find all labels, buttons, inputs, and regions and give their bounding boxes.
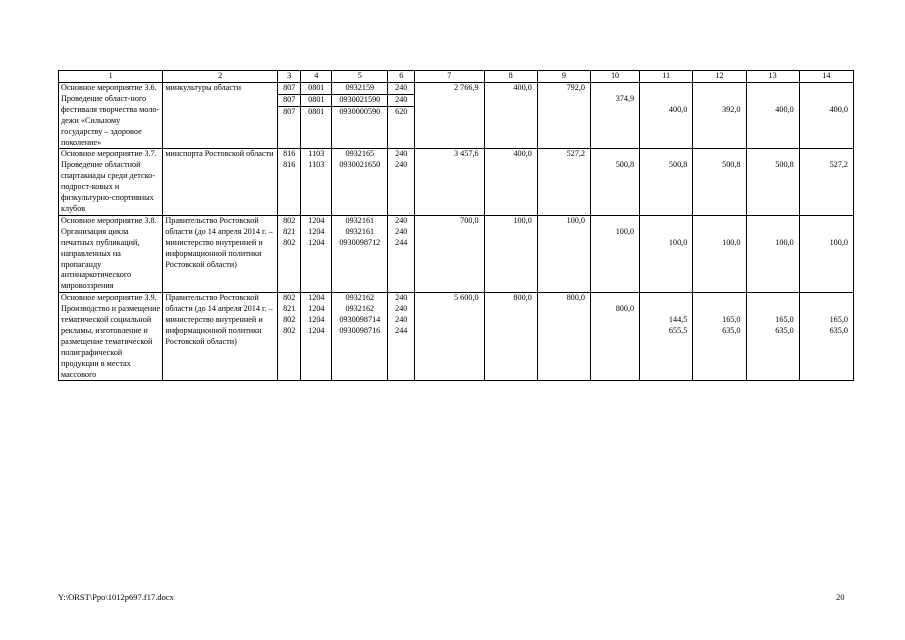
budget-code-column — [332, 83, 388, 149]
amount-value: 527,2 — [829, 160, 848, 170]
amount-y2014 — [484, 83, 537, 149]
budget-code-column — [301, 293, 332, 381]
budget-code-column — [277, 149, 301, 215]
amount-y2016 — [591, 83, 640, 149]
budget-code-column — [277, 215, 301, 292]
budget-code: 240 — [395, 215, 408, 225]
budget-code: 0930021650 — [339, 160, 381, 170]
amount-value: 374,9 — [615, 93, 635, 103]
budget-code: 807 — [283, 83, 296, 92]
amount-value: 635,0 — [722, 325, 741, 335]
budget-code: 1103 — [308, 149, 325, 159]
spacer — [591, 293, 634, 304]
budget-code-column — [277, 293, 301, 381]
budget-code-column — [332, 215, 388, 292]
executor: Правительство Ростовской области (до 14 апреля 2014 г. – министерство внутренней и информационной политики Ростовской области) — [163, 293, 278, 381]
budget-code: 1204 — [308, 226, 325, 236]
budget-code: 240 — [395, 83, 408, 92]
amount-value: 165,0 — [722, 315, 741, 324]
column-header: 10 — [591, 71, 640, 83]
amount-y2017 — [640, 83, 693, 149]
amount-value: 500,8 — [775, 160, 794, 170]
column-header: 12 — [693, 71, 746, 83]
amount-y2018 — [693, 83, 746, 149]
spacer — [693, 94, 740, 105]
budget-code: 1103 — [308, 160, 325, 170]
activity-name: Основное мероприятие 3.8. Организация цикла печатных публикаций, направленных на пропаганду антинаркотического мировоззрения — [59, 215, 163, 292]
spacer — [800, 149, 848, 160]
amount-value: 400,0 — [775, 104, 794, 114]
column-header: 7 — [415, 71, 485, 83]
spacer — [693, 227, 740, 238]
amount-value: 165,0 — [775, 315, 794, 324]
amount-total — [415, 149, 485, 215]
activity-name: Основное мероприятие 3.7. Проведение областной спартакиады среди детско-подрост-ковых и физкультурно-спортивных клубов — [59, 149, 163, 215]
amount-value: 144,5 — [668, 315, 688, 324]
budget-code: 802 — [283, 315, 296, 324]
activity-name: Основное мероприятие 3.6. Проведение област-ного фестиваля творчества моло-дежи «Сильному государству – здоровое поколение» — [59, 83, 163, 149]
spacer — [747, 304, 794, 315]
spacer — [591, 216, 634, 227]
budget-code-column — [332, 293, 388, 381]
column-header: 2 — [163, 71, 278, 83]
column-header: 6 — [388, 71, 415, 83]
budget-code: 0930098714 — [339, 315, 381, 324]
amount-value: 100,0 — [775, 237, 794, 247]
budget-code: 821 — [283, 304, 296, 314]
column-header: 1 — [59, 71, 163, 83]
budget-code-column — [301, 83, 332, 149]
amount-total — [415, 215, 485, 292]
budget-code: 816 — [283, 160, 296, 170]
budget-code: 802 — [283, 237, 296, 247]
amount-value: 100,0 — [615, 226, 635, 236]
spacer — [591, 83, 634, 94]
spacer — [640, 304, 687, 315]
budget-code-column — [332, 149, 388, 215]
amount-y2019 — [746, 83, 799, 149]
amount-value: 635,0 — [829, 325, 848, 335]
executor: минспорта Ростовской области — [163, 149, 278, 215]
budget-code: 802 — [283, 215, 296, 225]
executor: минкультуры области — [163, 83, 278, 149]
amount-y2014 — [484, 293, 537, 381]
budget-code-column — [388, 215, 415, 292]
amount-y2014 — [484, 215, 537, 292]
amount-y2016 — [591, 293, 640, 381]
budget-code: 240 — [395, 226, 408, 236]
table-header-row — [59, 71, 854, 83]
budget-code-column — [388, 293, 415, 381]
budget-code: 0932159 — [345, 83, 375, 92]
budget-code-column — [388, 149, 415, 215]
budget-code: 240 — [388, 94, 414, 106]
program-table — [58, 70, 854, 381]
budget-code: 0801 — [301, 94, 331, 106]
column-header: 8 — [484, 71, 537, 83]
budget-code: 802 — [283, 293, 296, 303]
budget-code: 0930098712 — [339, 237, 381, 247]
budget-code: 0801 — [301, 106, 331, 118]
budget-code: 0932161 — [345, 215, 375, 225]
amount-value: 100,0 — [566, 215, 585, 225]
column-header: 5 — [332, 71, 388, 83]
column-header: 9 — [537, 71, 590, 83]
budget-code: 1204 — [308, 215, 325, 225]
budget-code: 0930098716 — [339, 325, 381, 335]
spacer — [693, 83, 740, 94]
amount-value: 655,5 — [668, 325, 688, 335]
amount-y2017 — [640, 293, 693, 381]
footer-file-path: Y:\ORST\Ppo\1012p697.f17.docx — [58, 592, 174, 602]
amount-value: 700,0 — [460, 215, 479, 225]
budget-code: 244 — [395, 237, 408, 247]
budget-code: 1204 — [308, 304, 325, 314]
amount-y2020 — [799, 215, 853, 292]
spacer — [640, 293, 687, 304]
spacer — [640, 94, 687, 105]
budget-code: 807 — [278, 106, 301, 118]
amount-value: 400,0 — [829, 104, 848, 114]
amount-y2019 — [746, 215, 799, 292]
table-row — [59, 293, 854, 381]
spacer — [747, 293, 794, 304]
budget-code: 0801 — [308, 83, 325, 92]
footer-page-number: 20 — [836, 592, 845, 602]
budget-code-column — [301, 215, 332, 292]
budget-code: 1204 — [308, 293, 325, 303]
budget-code-column — [277, 83, 301, 149]
budget-code: 240 — [395, 304, 408, 314]
budget-code: 1204 — [308, 325, 325, 335]
spacer — [747, 149, 794, 160]
amount-value: 400,0 — [668, 104, 688, 114]
amount-y2020 — [799, 149, 853, 215]
budget-code: 1204 — [308, 237, 325, 247]
budget-code: 0932162 — [345, 293, 375, 303]
spacer — [591, 149, 634, 160]
budget-code: 0930000590 — [332, 106, 387, 118]
executor: Правительство Ростовской области (до 14 апреля 2014 г. – министерство внутренней и информационной политики Ростовской области) — [163, 215, 278, 292]
amount-value: 392,0 — [722, 104, 741, 114]
column-header: 14 — [799, 71, 853, 83]
budget-code: 807 — [278, 94, 301, 106]
spacer — [747, 94, 794, 105]
column-header: 13 — [746, 71, 799, 83]
spacer — [800, 304, 848, 315]
spacer — [693, 216, 740, 227]
amount-value: 635,0 — [775, 325, 794, 335]
budget-code: 0932165 — [345, 149, 375, 159]
budget-code: 620 — [388, 106, 414, 118]
amount-value: 400,0 — [513, 83, 532, 92]
spacer — [640, 83, 687, 94]
budget-code: 0932161 — [345, 226, 375, 236]
amount-y2019 — [746, 149, 799, 215]
spacer — [800, 216, 848, 227]
budget-code: 1204 — [308, 315, 325, 324]
amount-y2020 — [799, 83, 853, 149]
spacer — [693, 304, 740, 315]
budget-code: 821 — [283, 226, 296, 236]
spacer — [800, 293, 848, 304]
amount-value: 100,0 — [513, 215, 532, 225]
spacer — [640, 227, 687, 238]
amount-y2018 — [693, 215, 746, 292]
amount-y2016 — [591, 215, 640, 292]
amount-value: 100,0 — [668, 237, 688, 247]
budget-code: 240 — [395, 160, 408, 170]
amount-y2015 — [537, 215, 590, 292]
budget-code: 802 — [283, 325, 296, 335]
amount-y2017 — [640, 215, 693, 292]
amount-value: 3 457,6 — [454, 149, 479, 159]
budget-code-column — [301, 149, 332, 215]
spacer — [747, 216, 794, 227]
spacer — [747, 227, 794, 238]
amount-y2014 — [484, 149, 537, 215]
budget-code: 816 — [283, 149, 296, 159]
column-header: 3 — [277, 71, 301, 83]
spacer — [640, 149, 687, 160]
budget-code: 240 — [395, 315, 408, 324]
budget-code: 240 — [395, 293, 408, 303]
amount-y2016 — [591, 149, 640, 215]
budget-code: 244 — [395, 325, 408, 335]
spacer — [800, 83, 848, 94]
table-row — [59, 83, 854, 149]
amount-y2018 — [693, 149, 746, 215]
spacer — [693, 293, 740, 304]
table-row — [59, 149, 854, 215]
spacer — [800, 94, 848, 105]
amount-value: 500,8 — [615, 160, 635, 170]
amount-y2018 — [693, 293, 746, 381]
amount-value: 792,0 — [566, 83, 585, 92]
spacer — [747, 83, 794, 94]
amount-total — [415, 293, 485, 381]
activity-name: Основное мероприятие 3.9. Производство и размещение тематической социальной рекламы, изготовление и размещение тематической полиграфической продукции в местах массового — [59, 293, 163, 381]
budget-code: 240 — [395, 149, 408, 159]
amount-y2015 — [537, 149, 590, 215]
budget-code: 0930021590 — [332, 94, 387, 106]
table-row — [59, 215, 854, 292]
amount-value: 800,0 — [513, 293, 532, 303]
amount-value: 800,0 — [566, 293, 585, 303]
amount-value: 165,0 — [829, 315, 848, 324]
amount-y2015 — [537, 293, 590, 381]
amount-y2020 — [799, 293, 853, 381]
amount-value: 2 766,9 — [454, 83, 479, 92]
amount-y2019 — [746, 293, 799, 381]
amount-y2017 — [640, 149, 693, 215]
spacer — [640, 216, 687, 227]
amount-value: 500,8 — [668, 160, 688, 170]
amount-value: 500,8 — [722, 160, 741, 170]
amount-value: 100,0 — [722, 237, 741, 247]
amount-value: 400,0 — [513, 149, 532, 159]
budget-code-column — [388, 83, 415, 149]
amount-total — [415, 83, 485, 149]
amount-y2015 — [537, 83, 590, 149]
spacer — [800, 227, 848, 238]
amount-value: 527,2 — [566, 149, 585, 159]
column-header: 11 — [640, 71, 693, 83]
spacer — [693, 149, 740, 160]
amount-value: 5 600,0 — [454, 293, 479, 303]
amount-value: 100,0 — [829, 237, 848, 247]
budget-code: 0932162 — [345, 304, 375, 314]
amount-value: 800,0 — [615, 304, 635, 314]
column-header: 4 — [301, 71, 332, 83]
